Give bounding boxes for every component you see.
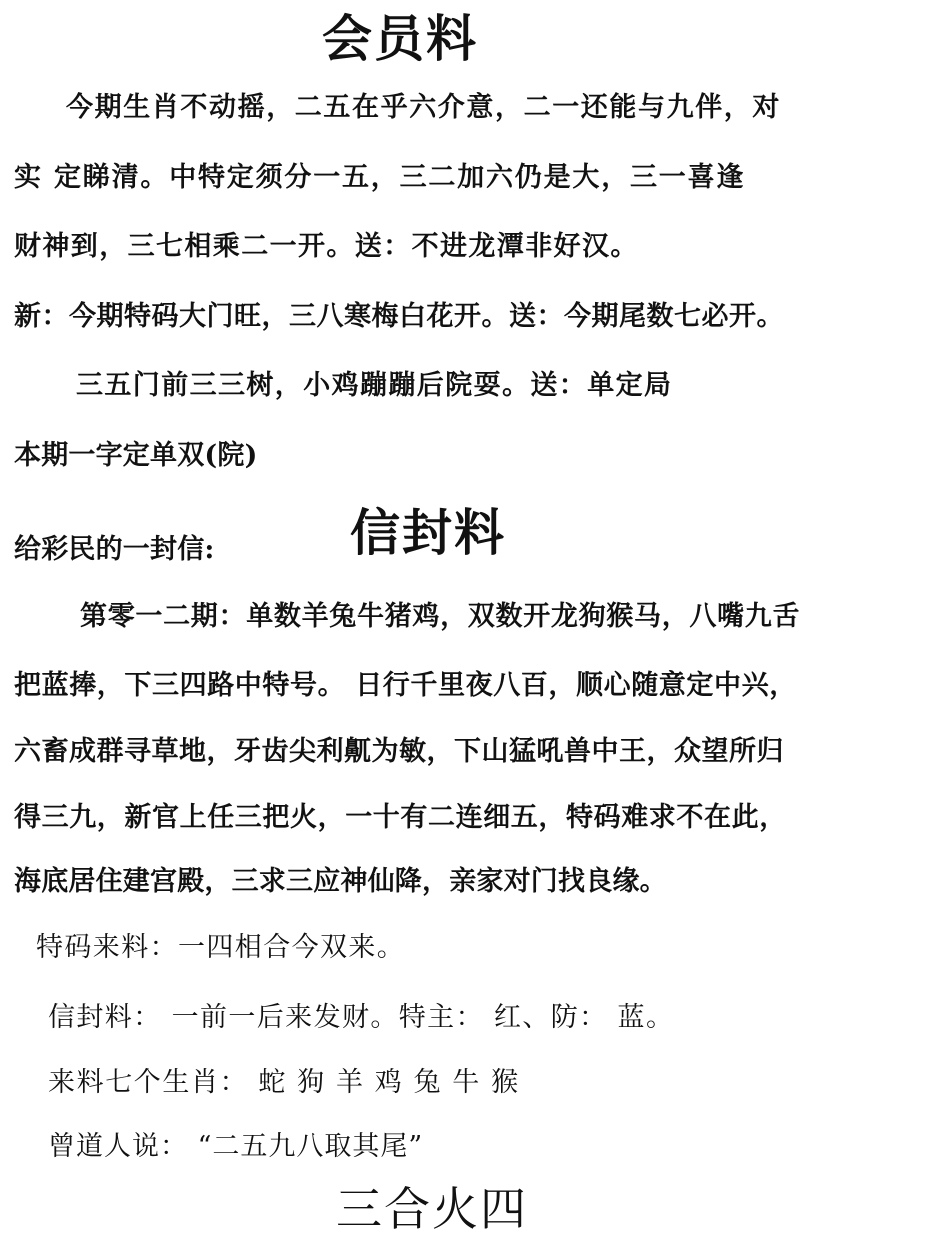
envelope-line-5: 海底居住建宫殿，三求三应神仙降，亲家对门找良缘。 [14,866,667,897]
envelope-line-4: 得三九，新官上任三把火，一十有二连细五，特码难求不在此， [14,802,787,833]
member-material-title: 会员料 [322,9,478,68]
special-number-material: 特码来料：一四相合今双来。 [36,932,406,963]
member-line-3: 财神到，三七相乘二一开。送：不进龙潭非好汉。 [14,231,639,262]
member-line-5: 三五门前三三树，小鸡蹦蹦后院耍。送：单定局 [76,370,673,401]
envelope-line-2: 把蓝捧，下三四路中特号。 日行千里夜八百，顺心随意定中兴， [14,670,797,701]
envelope-line-3: 六畜成群寻草地，牙齿尖利鼿为敏，下山猛吼兽中王，众望所归 [14,736,784,767]
envelope-material-title: 信封料 [350,503,506,562]
member-line-6: 本期一字定单双(院) [14,440,258,471]
member-line-4: 新：今期特码大门旺，三八寒梅白花开。送：今期尾数七必开。 [14,301,784,332]
footer-title: 三合火四 [336,1182,528,1236]
member-line-1: 今期生肖不动摇，二五在乎六介意，二一还能与九伴，对 [66,92,781,123]
member-line-2: 实 定睇清。中特定须分一五，三二加六仍是大，三一喜逢 [14,162,746,193]
envelope-line-1: 第零一二期：单数羊兔牛猪鸡，双数开龙狗猴马，八嘴九舌 [80,601,801,632]
envelope-summary: 信封料： 一前一后来发财。特主： 红、防： 蓝。 [48,1002,675,1033]
letter-intro: 给彩民的一封信: [14,534,215,565]
seven-zodiacs: 来料七个生肖： 蛇 狗 羊 鸡 兔 牛 猴 [48,1067,520,1098]
taoist-saying: 曾道人说： “二五九八取其尾” [48,1131,424,1162]
